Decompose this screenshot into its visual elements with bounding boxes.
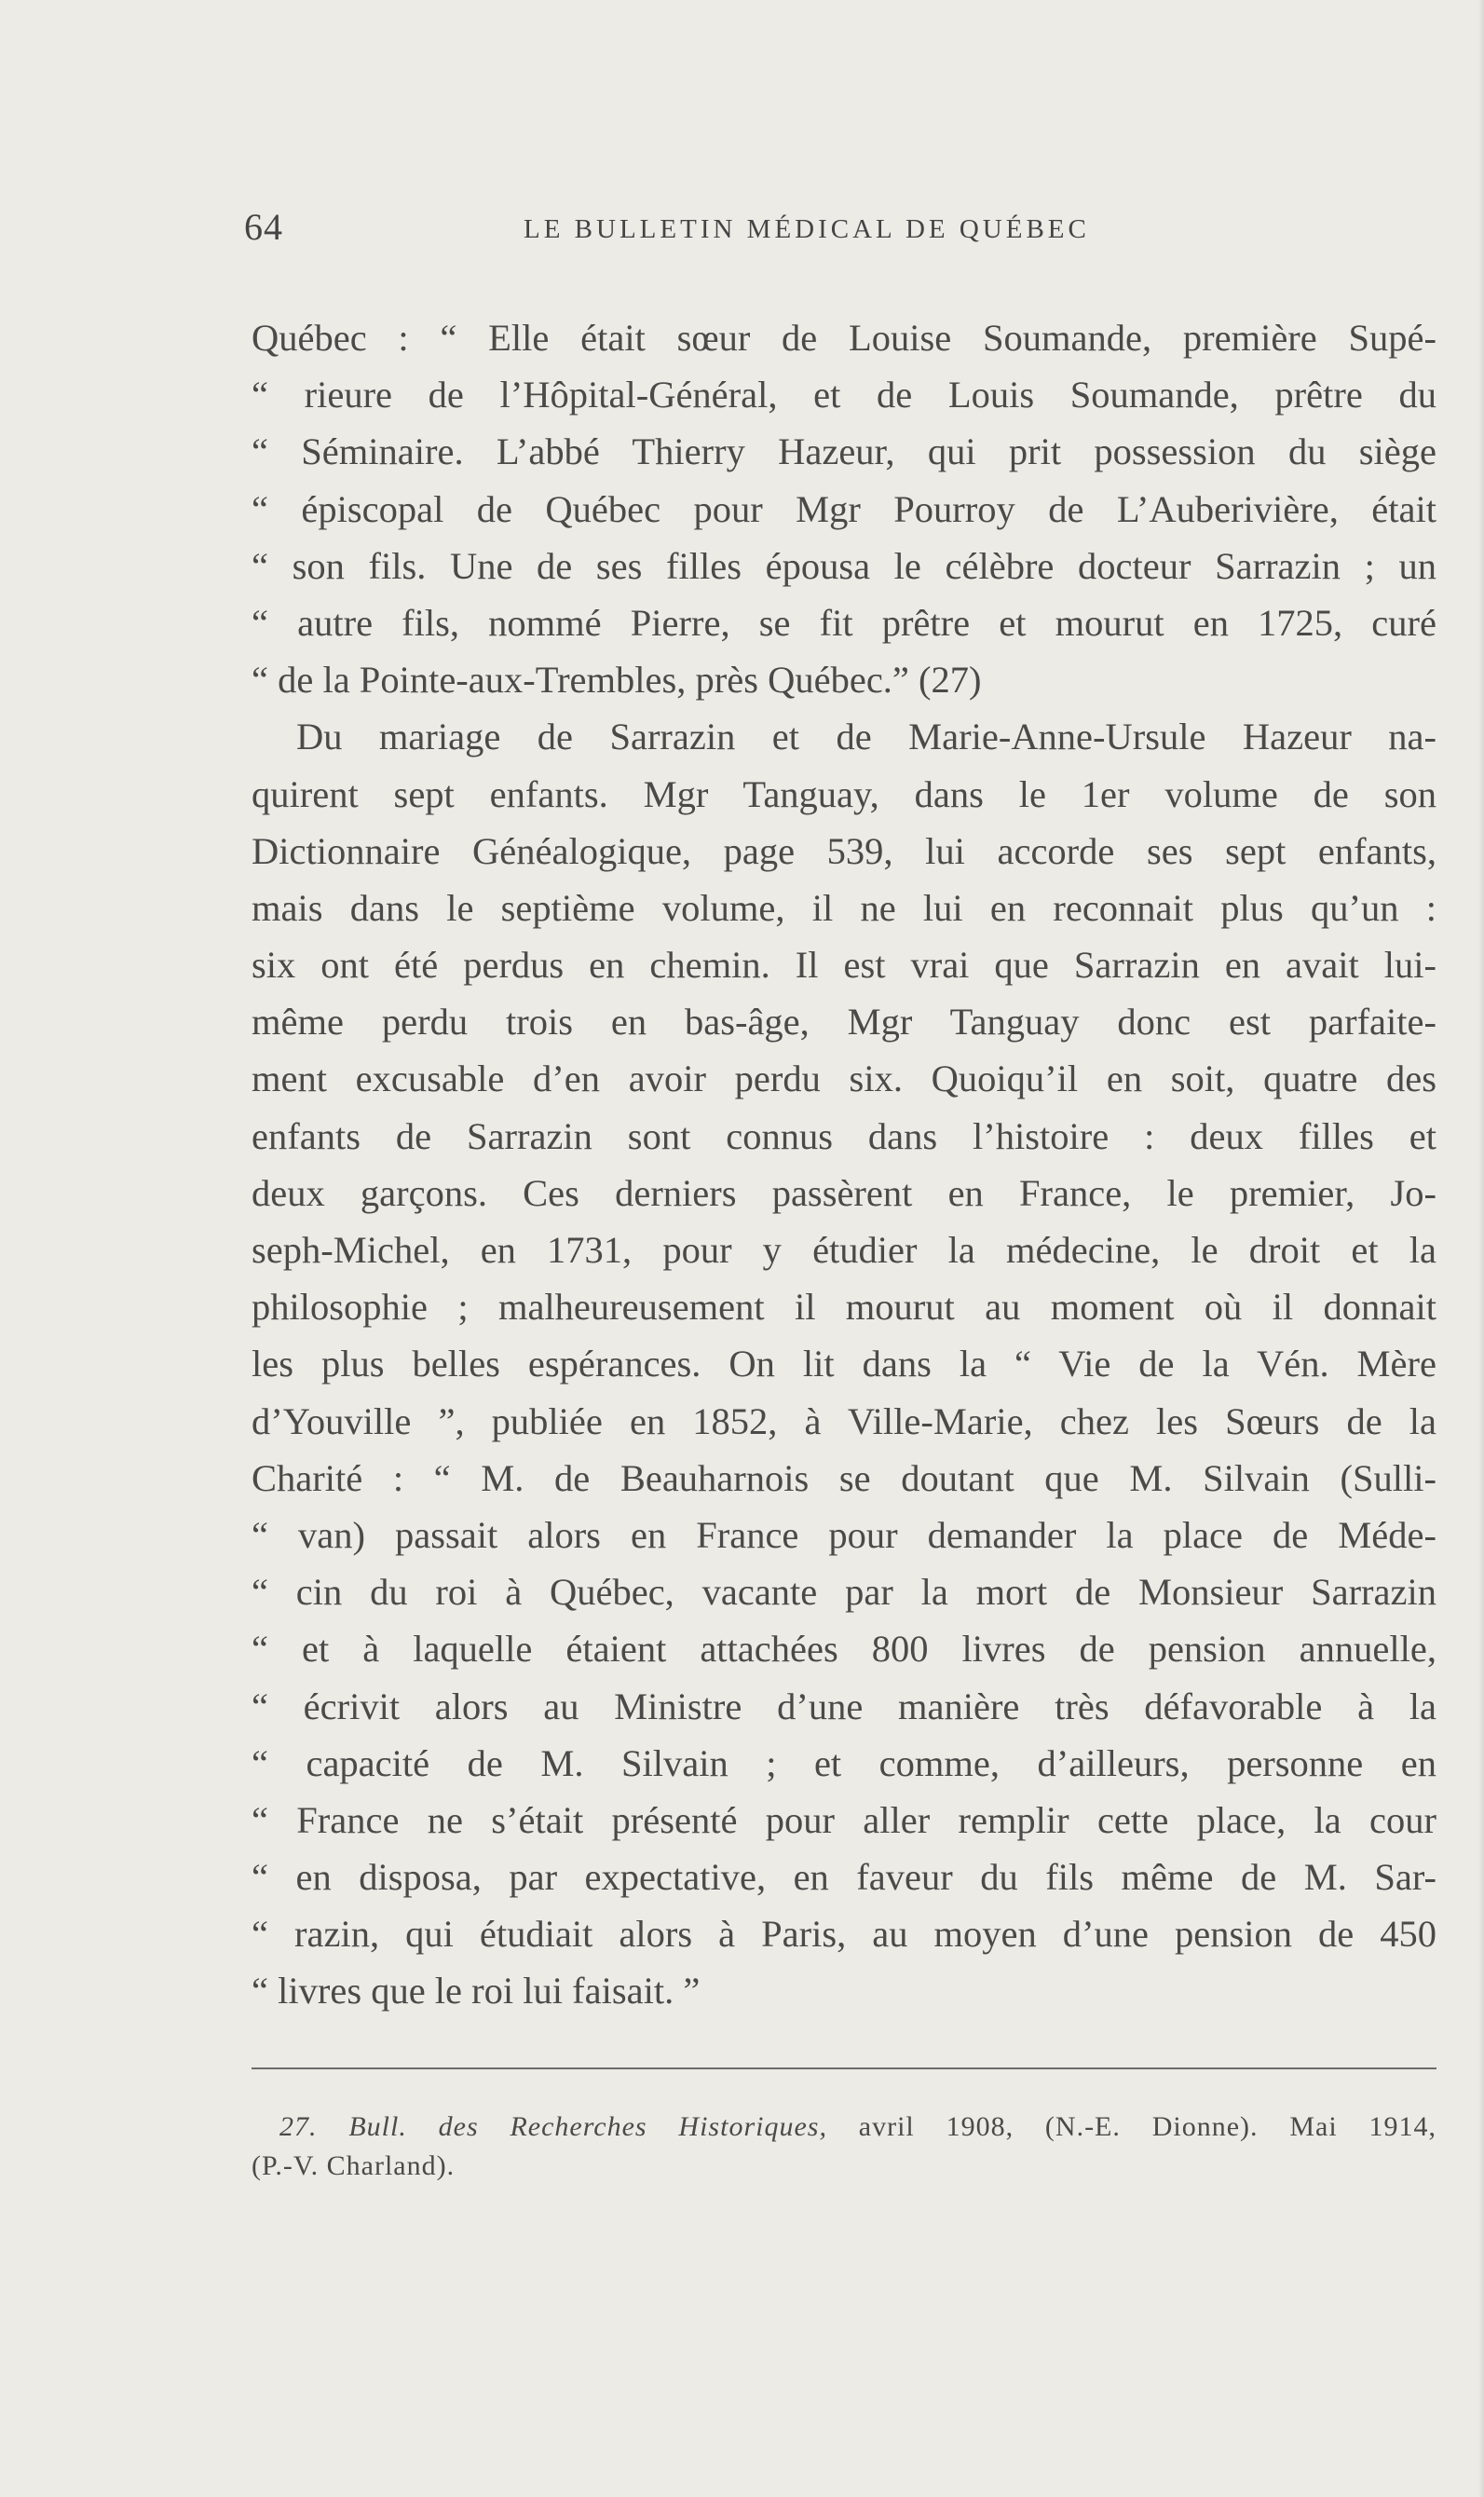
text-line: “ autre fils, nommé Pierre, se fit prêtre et mourut en 1725, curé — [252, 601, 1436, 644]
running-head — [244, 205, 1176, 252]
footnote-number: 27. — [279, 2111, 318, 2142]
text-line: Québec : “ Elle était sœur de Louise Soumande, première Supé- — [252, 317, 1436, 359]
footnote-divider — [252, 2067, 1436, 2069]
body-text — [252, 309, 1436, 2020]
footnote-details: avril 1908, (N.-E. Dionne). Mai 1914, — [858, 2111, 1436, 2142]
text-line: Dictionnaire Généalogique, page 539, lui accorde ses sept enfants, — [252, 829, 1436, 872]
text-line: “ de la Pointe-aux-Trembles, près Québec.” (27) — [252, 659, 982, 702]
footnote — [252, 2108, 1436, 2186]
text-line: philosophie ; malheureusement il mourut au moment où il donnait — [252, 1286, 1436, 1329]
text-line: “ épiscopal de Québec pour Mgr Pourroy de L’Auberivière, était — [252, 487, 1436, 530]
text-line: enfants de Sarrazin sont connus dans l’histoire : deux filles et — [252, 1114, 1436, 1157]
text-line: même perdu trois en bas-âge, Mgr Tanguay donc est parfaite- — [252, 1001, 1436, 1044]
text-line: mais dans le septième volume, il ne lui en reconnait plus qu’un : — [252, 886, 1436, 929]
page-number: 64 — [244, 206, 283, 248]
text-line: “ Séminaire. L’abbé Thierry Hazeur, qui prit possession du siège — [252, 430, 1436, 473]
text-line: “ van) passait alors en France pour demander la place de Méde- — [252, 1513, 1436, 1556]
text-line: “ et à laquelle étaient attachées 800 livres de pension annuelle, — [252, 1628, 1436, 1671]
running-title: LE BULLETIN MÉDICAL DE QUÉBEC — [524, 214, 1090, 244]
text-line: d’Youville ”, publiée en 1852, à Ville-Marie, chez les Sœurs de la — [252, 1399, 1436, 1442]
text-line: seph-Michel, en 1731, pour y étudier la médecine, le droit et la — [252, 1229, 1436, 1271]
text-line: six ont été perdus en chemin. Il est vrai que Sarrazin en avait lui- — [252, 944, 1436, 987]
text-line: “ cin du roi à Québec, vacante par la mort de Monsieur Sarrazin — [252, 1571, 1436, 1614]
text-line: ment excusable d’en avoir perdu six. Quoiqu’il en soit, quatre des — [252, 1057, 1436, 1100]
text-line: “ capacité de M. Silvain ; et comme, d’ailleurs, personne en — [252, 1741, 1436, 1784]
text-line: “ son fils. Une de ses filles épousa le célèbre docteur Sarrazin ; un — [252, 544, 1436, 587]
text-line: “ livres que le roi lui faisait. ” — [252, 1970, 701, 2013]
footnote-line-2: (P.-V. Charland). — [252, 2150, 456, 2181]
footnote-line — [252, 2108, 1436, 2147]
paragraph-first-line: Du mariage de Sarrazin et de Marie-Anne-Ursule Hazeur na- — [296, 716, 1436, 758]
text-line: Charité : “ M. de Beauharnois se doutant que M. Silvain (Sulli- — [252, 1456, 1436, 1499]
text-line: “ France ne s’était présenté pour aller remplir cette place, la cour — [252, 1798, 1436, 1841]
footnote-source: Bull. des Recherches Historiques, — [348, 2111, 827, 2142]
text-line: “ écrivit alors au Ministre d’une manière très défavorable à la — [252, 1685, 1436, 1727]
text-line: “ razin, qui étudiait alors à Paris, au moyen d’une pension de 450 — [252, 1913, 1436, 1956]
text-line: “ rieure de l’Hôpital-Général, et de Louis Soumande, prêtre du — [252, 374, 1436, 416]
text-line: quirent sept enfants. Mgr Tanguay, dans le 1er volume de son — [252, 772, 1436, 815]
text-line: deux garçons. Ces derniers passèrent en France, le premier, Jo- — [252, 1171, 1436, 1214]
page-edge-shadow — [1478, 0, 1484, 2497]
text-line: “ en disposa, par expectative, en faveur du fils même de M. Sar- — [252, 1856, 1436, 1899]
text-line: les plus belles espérances. On lit dans la “ Vie de la Vén. Mère — [252, 1343, 1436, 1385]
